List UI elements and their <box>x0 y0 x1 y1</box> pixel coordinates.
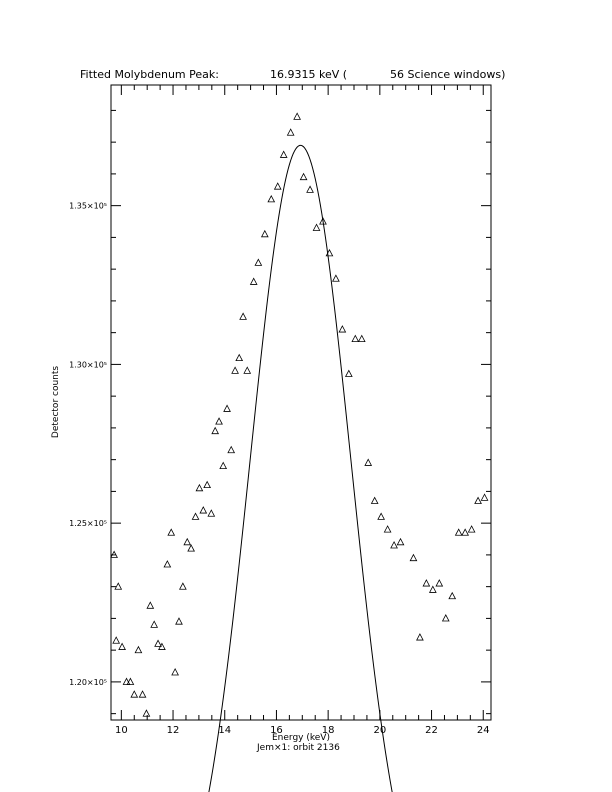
axis-ticks <box>111 85 491 720</box>
data-point <box>228 447 234 453</box>
data-point <box>244 367 250 373</box>
data-point <box>224 405 230 411</box>
data-point <box>131 691 137 697</box>
data-point <box>151 621 157 627</box>
fit-curve <box>173 145 402 792</box>
data-point <box>172 669 178 675</box>
y-tick-label: 1.20×10⁵ <box>69 677 107 687</box>
x-tick-label: 18 <box>321 725 335 736</box>
data-point <box>184 539 190 545</box>
data-point <box>164 561 170 567</box>
chart-title-energy: 16.9315 keV ( <box>270 68 348 81</box>
y-axis-label: Detector counts <box>51 365 61 439</box>
data-point <box>468 526 474 532</box>
orbit-label: Jem×1: orbit 2136 <box>257 743 340 753</box>
data-point <box>378 513 384 519</box>
data-point <box>220 463 226 469</box>
data-point <box>391 542 397 548</box>
data-point <box>204 482 210 488</box>
y-tick-label: 1.25×10⁵ <box>69 519 107 529</box>
data-point <box>365 459 371 465</box>
data-point <box>313 224 319 230</box>
data-point <box>196 485 202 491</box>
data-point <box>352 336 358 342</box>
x-tick-label: 20 <box>373 725 387 736</box>
data-point <box>371 497 377 503</box>
data-point <box>240 313 246 319</box>
data-point <box>333 275 339 281</box>
data-point <box>339 326 345 332</box>
data-point <box>417 634 423 640</box>
data-point <box>294 113 300 119</box>
data-point <box>462 529 468 535</box>
x-tick-label: 12 <box>166 725 180 736</box>
data-point <box>139 691 145 697</box>
data-point <box>255 259 261 265</box>
data-point <box>232 367 238 373</box>
data-point <box>113 637 119 643</box>
x-tick-label: 16 <box>270 725 283 736</box>
data-point <box>449 593 455 599</box>
data-point <box>436 580 442 586</box>
x-tick-label: 22 <box>425 725 438 736</box>
data-point <box>287 129 293 135</box>
data-point <box>384 526 390 532</box>
x-tick-label: 14 <box>218 725 232 736</box>
y-tick-label: 1.35×10⁵ <box>69 201 107 211</box>
y-tick-labels <box>69 202 107 687</box>
data-point <box>397 539 403 545</box>
y-tick-label: 1.30×10⁵ <box>69 360 107 370</box>
data-point <box>135 647 141 653</box>
data-point <box>262 231 268 237</box>
data-point <box>250 278 256 284</box>
data-point <box>176 618 182 624</box>
data-point <box>307 186 313 192</box>
data-point <box>410 555 416 561</box>
x-axis-label: Energy (keV) <box>272 733 330 743</box>
data-point <box>143 710 149 716</box>
data-point <box>268 196 274 202</box>
x-tick-label: 10 <box>114 725 128 736</box>
data-point <box>155 640 161 646</box>
data-points <box>111 113 488 716</box>
data-point <box>481 494 487 500</box>
data-point <box>359 336 365 342</box>
data-point <box>443 615 449 621</box>
data-point <box>475 497 481 503</box>
data-point <box>188 545 194 551</box>
data-point <box>200 507 206 513</box>
data-point <box>275 183 281 189</box>
data-point <box>423 580 429 586</box>
data-point <box>147 602 153 608</box>
chart-title-windows: 56 Science windows) <box>390 68 506 81</box>
data-point <box>208 510 214 516</box>
data-point <box>180 583 186 589</box>
x-tick-label: 24 <box>476 725 490 736</box>
data-point <box>212 428 218 434</box>
data-point <box>346 370 352 376</box>
chart-title-label: Fitted Molybdenum Peak: <box>80 68 219 81</box>
data-point <box>168 529 174 535</box>
data-point <box>216 418 222 424</box>
data-point <box>280 151 286 157</box>
data-point <box>455 529 461 535</box>
data-point <box>300 174 306 180</box>
data-point <box>192 513 198 519</box>
data-point <box>119 643 125 649</box>
data-point <box>236 355 242 361</box>
data-point <box>430 586 436 592</box>
plot-frame <box>111 85 491 720</box>
